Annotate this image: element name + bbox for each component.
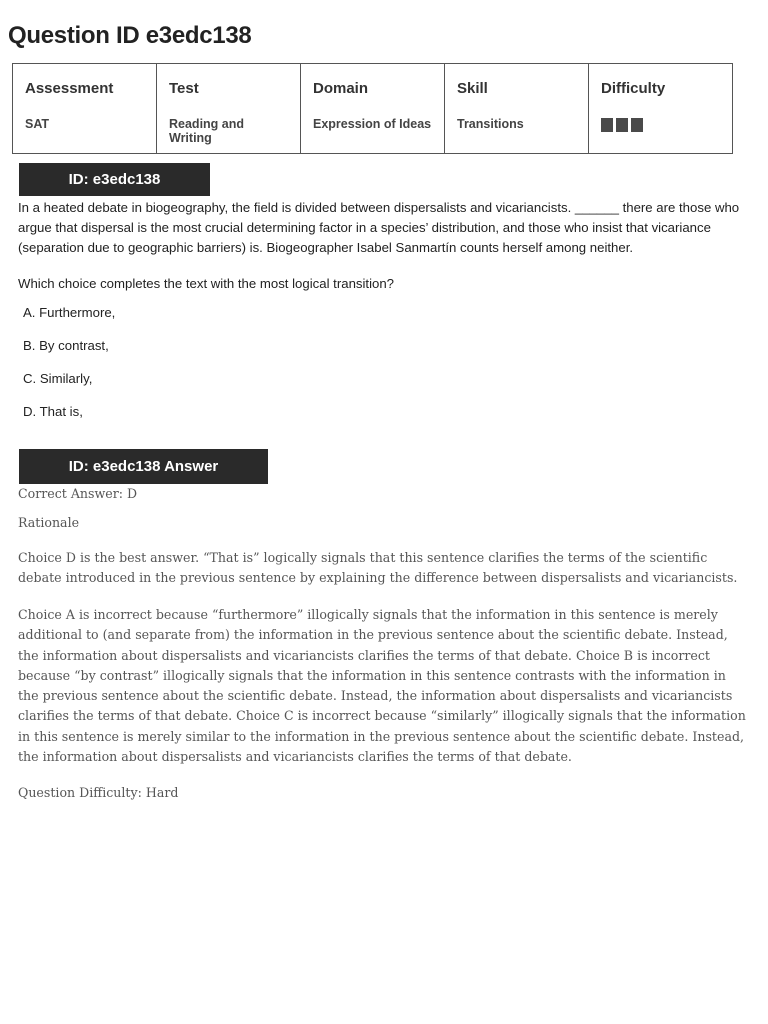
question-passage: In a heated debate in biogeography, the field is divided between dispersalists and vicariancists. ______ there are those who argue that dispersal is the most crucial determining factor in a species’ distribution, and those who insist that vicariance (separation due to geographic barriers) is. Biogeographer Isabel Sanmartín counts herself among neither. bbox=[18, 200, 740, 255]
question-id-banner: ID: e3edc138 bbox=[19, 163, 210, 196]
meta-cell-skill bbox=[445, 64, 589, 154]
meta-cell-assessment bbox=[13, 64, 157, 154]
correct-answer: Correct Answer: D bbox=[18, 486, 138, 501]
page-title: Question ID e3edc138 bbox=[8, 22, 252, 49]
meta-header-difficulty: Difficulty bbox=[601, 80, 666, 97]
question-metadata-table bbox=[12, 63, 733, 154]
answer-choice-d: D. That is, bbox=[23, 404, 83, 419]
meta-header-assessment: Assessment bbox=[25, 80, 114, 97]
difficulty-bar-1 bbox=[601, 118, 613, 132]
difficulty-bar-2 bbox=[616, 118, 628, 132]
rationale-paragraph-incorrect: Choice A is incorrect because “furthermore” illogically signals that the information in this sentence is merely additional to (and separate from) the information in the previous sentence about the scientific debate. Instead, the information about dispersalists and vicariancists clarifies the terms of that debate. Choice B is incorrect because “by contrast” illogically signals that the information in this sentence contrasts with the information in the previous sentence about the scientific debate. Instead, the information about dispersalists and vicariancists clarifies the terms of that debate. Choice C is incorrect because “similarly” illogically signals that the information in this sentence is merely similar to the information in the previous sentence about the scientific debate. Instead, the information about dispersalists and vicariancists clarifies the terms of that debate. bbox=[18, 607, 746, 765]
meta-header-skill: Skill bbox=[457, 80, 488, 97]
meta-header-domain: Domain bbox=[313, 80, 369, 97]
question-difficulty: Question Difficulty: Hard bbox=[18, 785, 179, 800]
meta-value-assessment: SAT bbox=[25, 117, 50, 131]
meta-cell-difficulty bbox=[589, 64, 733, 154]
question-prompt: Which choice completes the text with the most logical transition? bbox=[18, 276, 395, 291]
answer-choice-b: B. By contrast, bbox=[23, 338, 109, 353]
meta-cell-test bbox=[157, 64, 301, 154]
answer-id-banner: ID: e3edc138 Answer bbox=[19, 449, 268, 484]
difficulty-bar-3 bbox=[631, 118, 643, 132]
answer-choice-c: C. Similarly, bbox=[23, 371, 93, 386]
meta-cell-domain bbox=[301, 64, 445, 154]
difficulty-indicator bbox=[601, 118, 720, 132]
meta-value-test: Reading and Writing bbox=[169, 117, 245, 145]
meta-header-test: Test bbox=[169, 80, 199, 97]
rationale-paragraph-correct: Choice D is the best answer. “That is” logically signals that this sentence clarifies the terms of the scientific debate introduced in the previous sentence by explaining the difference between dispersalists and vicariancists. bbox=[18, 550, 738, 586]
meta-value-domain: Expression of Ideas bbox=[313, 117, 432, 131]
answer-choice-a: A. Furthermore, bbox=[23, 305, 116, 320]
meta-value-skill: Transitions bbox=[457, 117, 524, 131]
rationale-heading: Rationale bbox=[18, 515, 80, 530]
